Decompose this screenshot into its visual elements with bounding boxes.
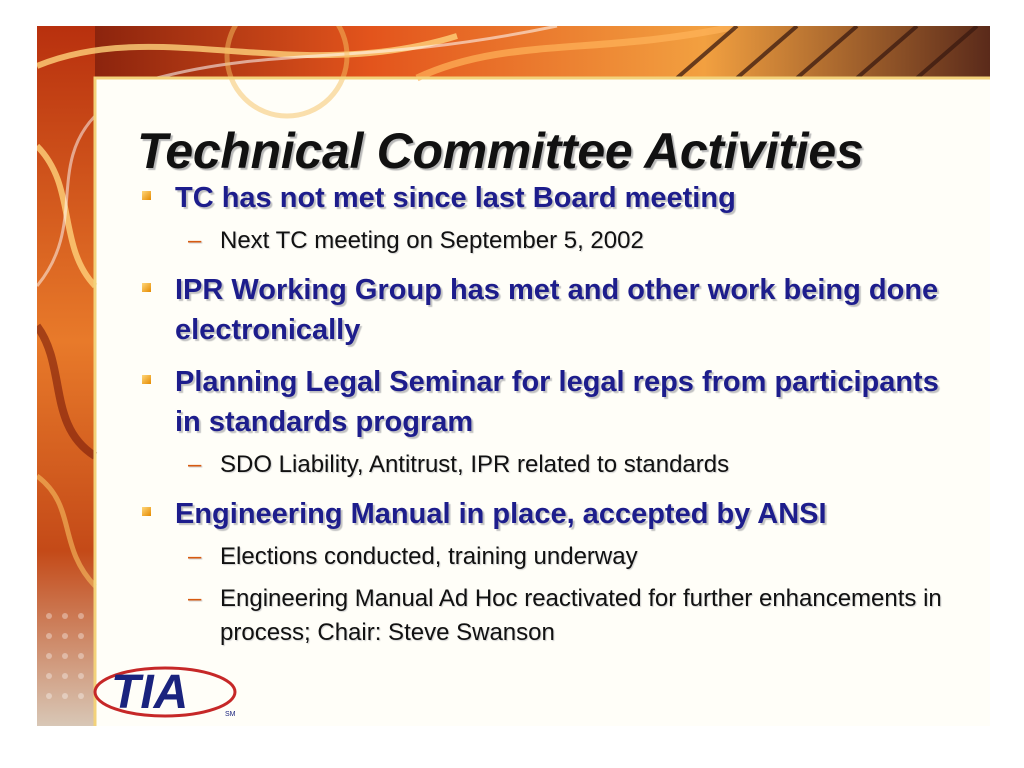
orange-square-icon	[142, 283, 151, 292]
sub-bullet-list	[175, 448, 955, 482]
logo-text: TIA	[111, 666, 189, 719]
bullet-text: TC has not met since last Board meeting	[175, 182, 736, 214]
dash-icon: –	[188, 585, 202, 612]
sub-bullet-text: Next TC meeting on September 5, 2002	[220, 227, 644, 254]
bullet-text: IPR Working Group has met and other work being done electronically	[175, 274, 939, 346]
sub-bullet-item	[175, 540, 955, 574]
bullet-text: Planning Legal Seminar for legal reps from participants in standards program	[175, 366, 939, 438]
logo-service-mark: SM	[225, 711, 236, 718]
sub-bullet-list	[175, 540, 955, 650]
sub-bullet-text: Elections conducted, training underway	[220, 543, 638, 570]
orange-square-icon	[142, 507, 151, 516]
slide-title: Technical Committee Activities	[137, 123, 864, 179]
tia-logo	[93, 662, 243, 722]
orange-square-icon	[142, 375, 151, 384]
bullet-item	[140, 270, 955, 350]
bullet-item	[140, 178, 955, 258]
sub-bullet-item	[175, 224, 955, 258]
sub-bullet-list	[175, 224, 955, 258]
sub-bullet-item	[175, 448, 955, 482]
orange-square-icon	[142, 191, 151, 200]
sub-bullet-text: SDO Liability, Antitrust, IPR related to standards	[220, 451, 730, 478]
bullet-item	[140, 362, 955, 482]
sub-bullet-text: Engineering Manual Ad Hoc reactivated for further enhancements in process; Chair: Steve Swanson	[220, 585, 942, 646]
sub-bullet-item	[175, 582, 955, 650]
bullet-item	[140, 494, 955, 650]
dash-icon: –	[188, 451, 202, 478]
bullet-text: Engineering Manual in place, accepted by ANSI	[175, 498, 827, 530]
dash-icon: –	[188, 227, 202, 254]
dash-icon: –	[188, 543, 202, 570]
bullet-list	[140, 178, 955, 662]
